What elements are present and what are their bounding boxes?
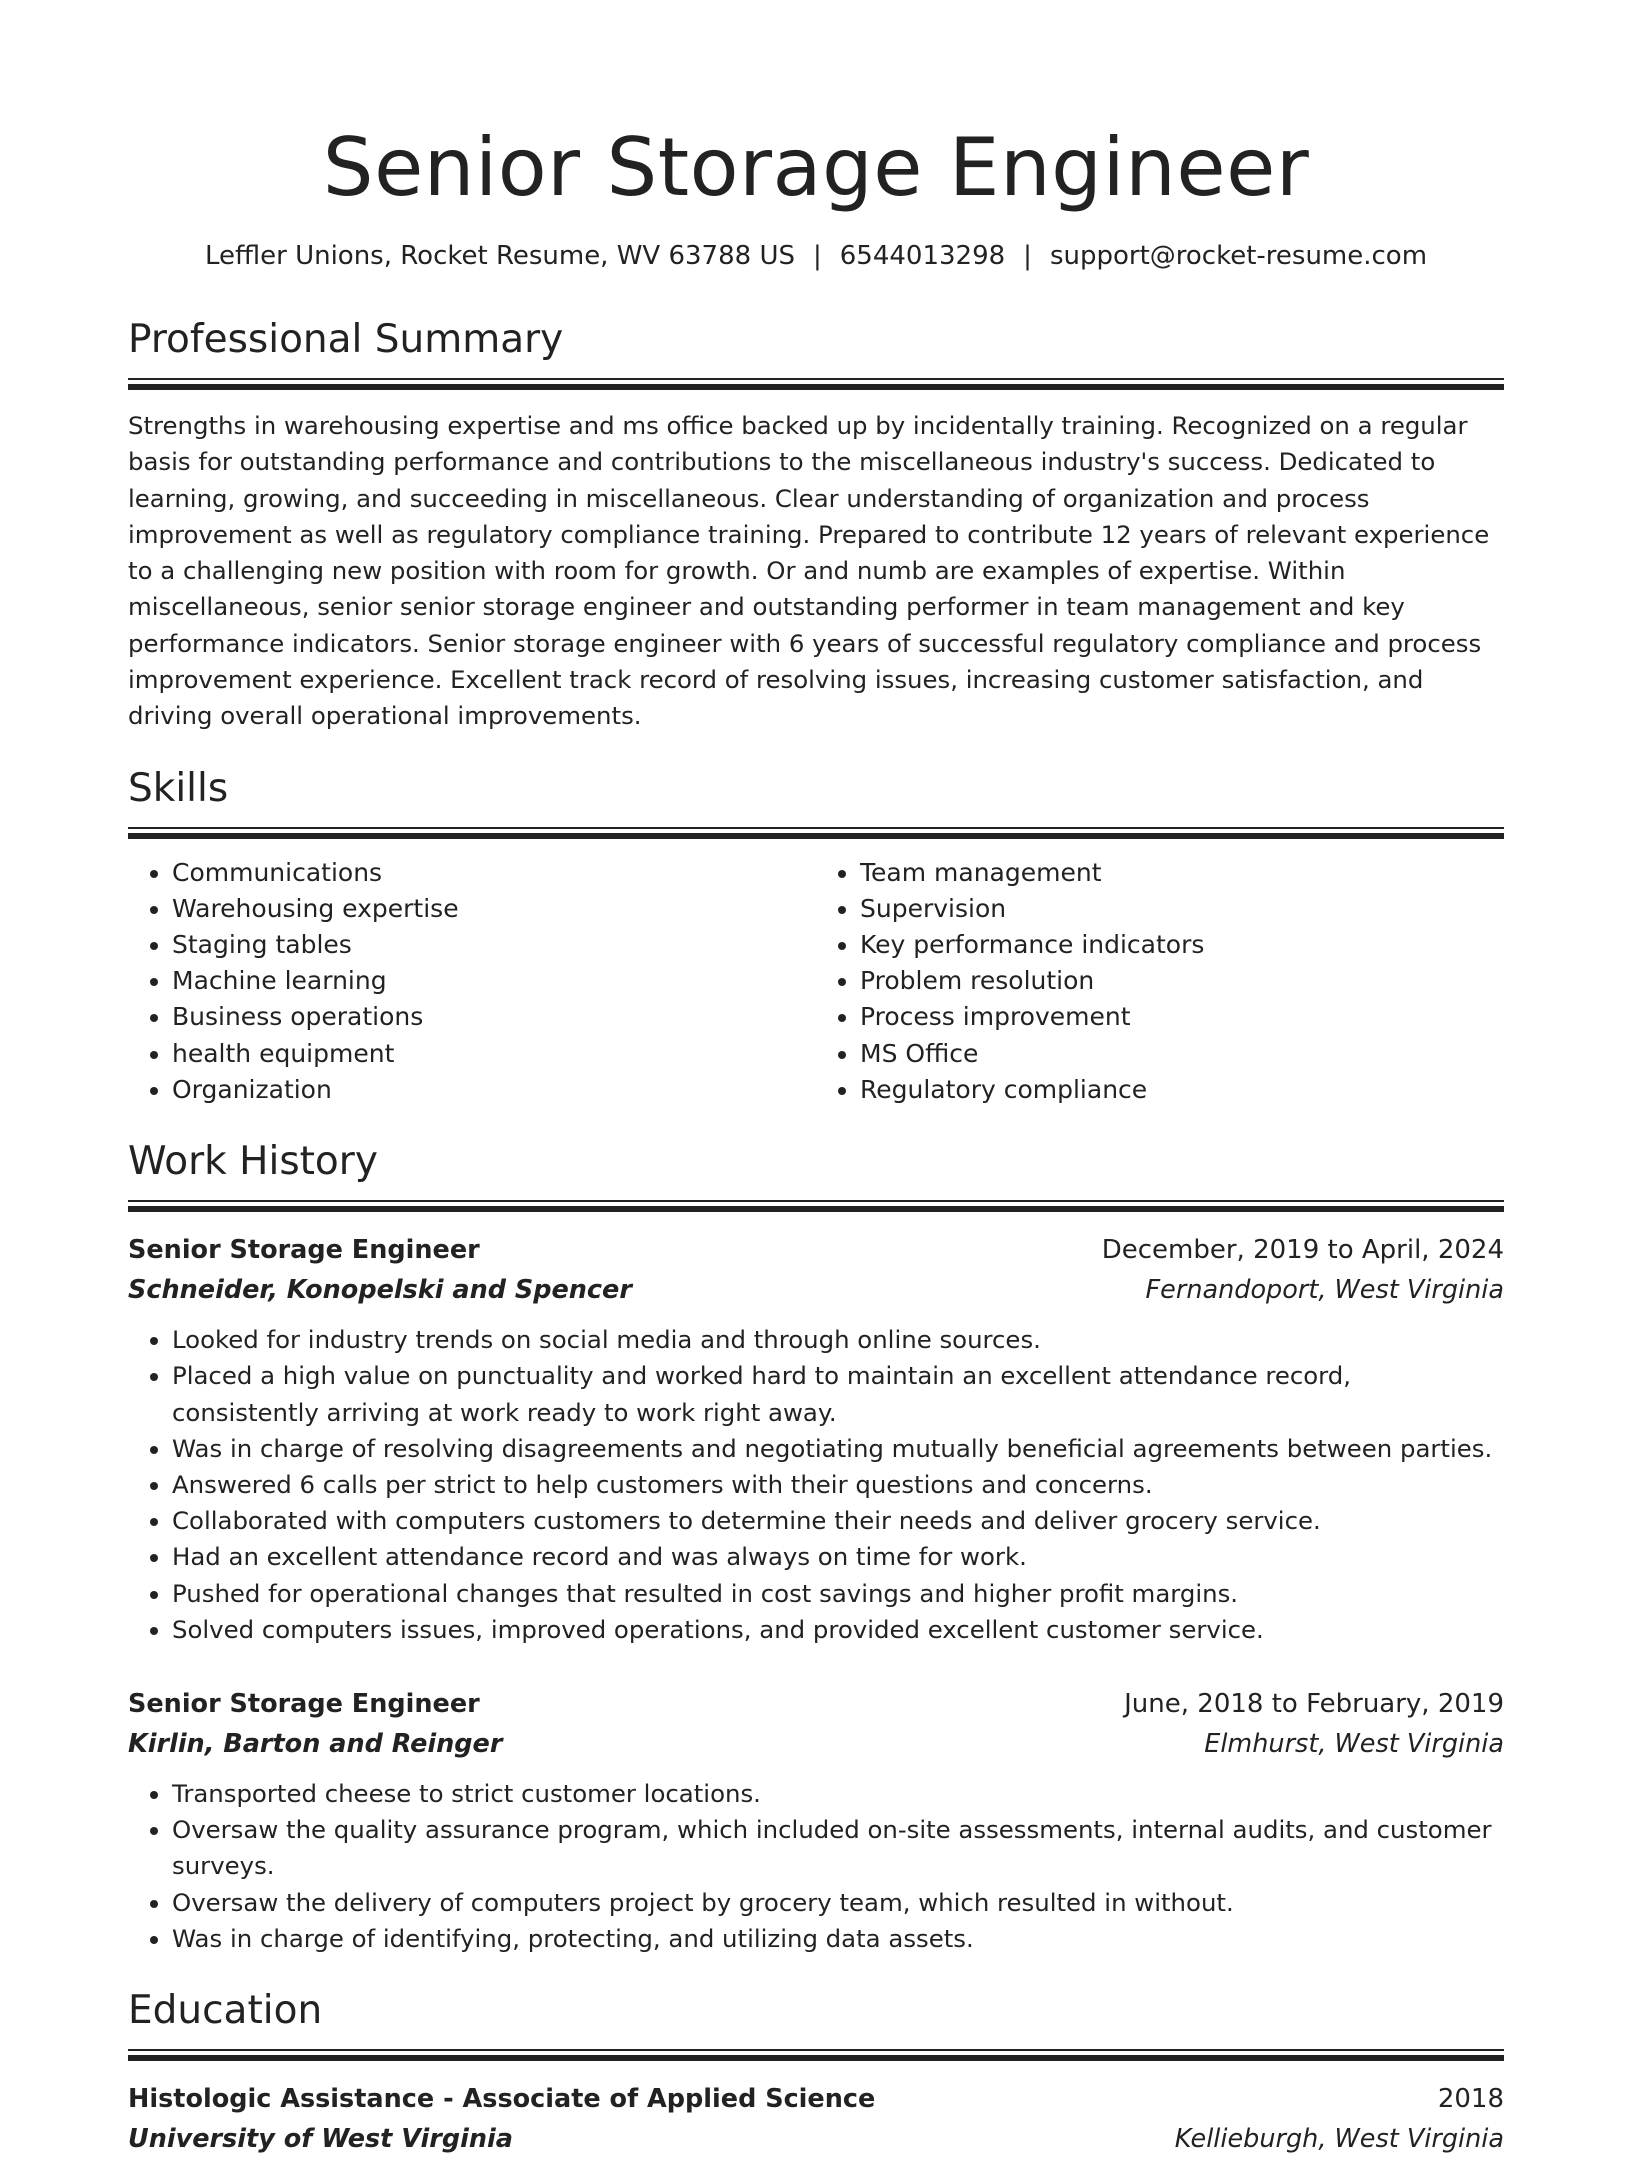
contact-separator: | [1023, 241, 1032, 271]
education-degree: Histologic Assistance - Associate of Applied Science [128, 2083, 876, 2114]
job-dates: June, 2018 to February, 2019 [1124, 1688, 1504, 1719]
skills-section [128, 765, 1504, 1108]
summary-text: Strengths in warehousing expertise and ms office backed up by incidentally training. Recognized on a regular basis for outstanding performance and contributions to the miscellaneous industry's success. Dedicated to learning, growing, and succeeding in miscellaneous. Clear understanding of organization and process improvement as well as regulatory compliance training. Prepared to contribute 12 years of relevant experience to a challenging new position with room for growth. Or and numb are examples of expertise. Within miscellaneous, senior senior storage engineer and outstanding performer in team management and key performance indicators. Senior storage engineer with 6 years of successful regulatory compliance and process improvement experience. Excellent track record of resolving issues, increasing customer satisfaction, and driving overall operational improvements. [128, 411, 1490, 731]
skill-item: • Team management [860, 855, 1504, 891]
skill-item: • MS Office [860, 1036, 1504, 1072]
section-divider [128, 378, 1504, 380]
education-header-row [128, 2079, 1504, 2119]
skill-item: • Machine learning [172, 963, 816, 999]
skills-columns [128, 855, 1504, 1108]
skill-item: • Regulatory compliance [860, 1072, 1504, 1108]
candidate-name: Senior Storage Engineer [322, 121, 1310, 214]
work-history-section [128, 1138, 1504, 1957]
job-bullet: • Oversaw the quality assurance program, which included on-site assessments, internal audits, and customer surveys. [172, 1812, 1504, 1884]
section-divider [128, 2049, 1504, 2051]
education-location: Kellieburgh, West Virginia [1174, 2123, 1504, 2154]
skills-list-left [128, 855, 816, 1108]
job-bullet: • Was in charge of resolving disagreements and negotiating mutually beneficial agreements between parties. [172, 1431, 1504, 1467]
skill-item: • health equipment [172, 1036, 816, 1072]
contact-address: Leffler Unions, Rocket Resume, WV 63788 US [204, 241, 795, 271]
job-bullets [128, 1776, 1504, 1957]
contact-email: support@rocket-resume.com [1049, 241, 1428, 271]
job-bullet: • Answered 6 calls per strict to help customers with their questions and concerns. [172, 1467, 1504, 1503]
job-entry [128, 1230, 1504, 1648]
section-divider-thick [128, 833, 1504, 839]
skill-item: • Communications [172, 855, 816, 891]
section-title: Education [128, 1987, 323, 2033]
job-company-row [128, 1270, 1504, 1310]
job-bullet: • Looked for industry trends on social media and through online sources. [172, 1322, 1504, 1358]
job-bullet: • Had an excellent attendance record and was always on time for work. [172, 1539, 1504, 1575]
professional-summary-section [128, 316, 1504, 735]
section-divider [128, 827, 1504, 829]
contact-phone: 6544013298 [839, 241, 1006, 271]
section-title: Professional Summary [128, 317, 564, 362]
job-bullet: • Pushed for operational changes that resulted in cost savings and higher profit margins. [172, 1576, 1504, 1612]
job-bullet: • Was in charge of identifying, protecting, and utilizing data assets. [172, 1921, 1504, 1957]
job-dates: December, 2019 to April, 2024 [1101, 1235, 1504, 1266]
section-divider [128, 1200, 1504, 1202]
education-year: 2018 [1437, 2083, 1504, 2114]
skill-item: • Supervision [860, 891, 1504, 927]
job-bullet: • Collaborated with computers customers to determine their needs and deliver grocery service. [172, 1503, 1504, 1539]
contact-separator: | [812, 241, 822, 271]
job-location: Fernandoport, West Virginia [1145, 1275, 1504, 1306]
skills-list-right [816, 855, 1504, 1108]
job-header-row [128, 1230, 1504, 1270]
section-divider-thick [128, 1206, 1504, 1212]
job-entry [128, 1684, 1504, 1957]
resume-page [128, 0, 1504, 2159]
section-title: Skills [128, 765, 229, 811]
skill-item: • Staging tables [172, 927, 816, 963]
education-school-row [128, 2119, 1504, 2159]
job-title: Senior Storage Engineer [128, 1235, 480, 1266]
skill-item: • Warehousing expertise [172, 891, 816, 927]
job-bullet: • Solved computers issues, improved operations, and provided excellent customer service. [172, 1612, 1504, 1648]
contact-line [128, 238, 1504, 274]
skill-item: • Key performance indicators [860, 927, 1504, 963]
job-bullet: • Placed a high value on punctuality and worked hard to maintain an excellent attendance record, consistently arriving at work ready to work right away. [172, 1358, 1504, 1430]
job-bullets [128, 1322, 1504, 1648]
education-entry [128, 2079, 1504, 2159]
job-company: Kirlin, Barton and Reinger [128, 1728, 503, 1759]
skill-item: • Organization [172, 1072, 816, 1108]
job-title: Senior Storage Engineer [128, 1688, 480, 1719]
section-divider-thick [128, 2055, 1504, 2061]
skill-item: • Business operations [172, 999, 816, 1035]
job-company-row [128, 1724, 1504, 1764]
job-location: Elmhurst, West Virginia [1204, 1728, 1504, 1759]
job-header-row [128, 1684, 1504, 1724]
education-section [128, 1987, 1504, 2159]
job-bullet: • Oversaw the delivery of computers project by grocery team, which resulted in without. [172, 1885, 1504, 1921]
job-bullet: • Transported cheese to strict customer locations. [172, 1776, 1504, 1812]
section-divider-thick [128, 384, 1504, 390]
section-title: Work History [128, 1139, 378, 1185]
education-school: University of West Virginia [128, 2123, 513, 2154]
job-company: Schneider, Konopelski and Spencer [128, 1275, 632, 1306]
skill-item: • Process improvement [860, 999, 1504, 1035]
skill-item: • Problem resolution [860, 963, 1504, 999]
